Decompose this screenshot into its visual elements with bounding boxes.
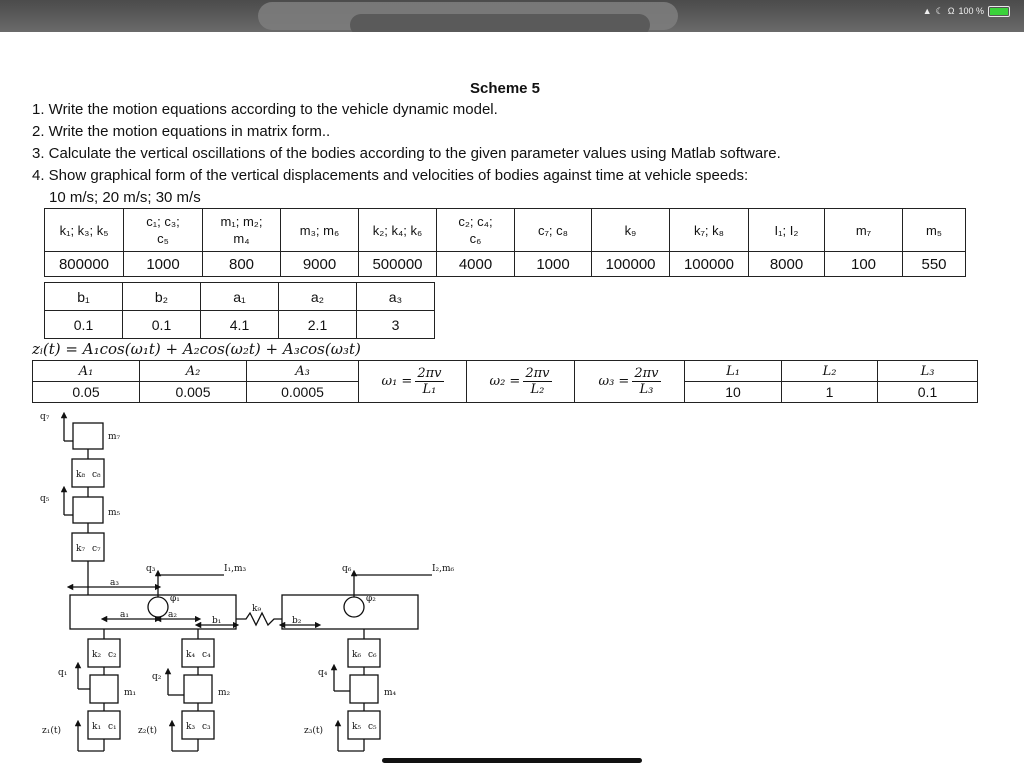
header-cell: A₃ <box>247 361 359 382</box>
header-cell: L₃ <box>878 361 978 382</box>
label-c2: c₂ <box>108 650 117 660</box>
label-c4: c₄ <box>202 650 211 660</box>
label-k3: k₃ <box>186 722 196 732</box>
value-cell: 0.1 <box>123 311 201 339</box>
vehicle-dynamic-model-diagram <box>28 405 468 757</box>
value-cell: 500000 <box>359 252 437 277</box>
mass-m5 <box>73 497 103 523</box>
status-bar <box>0 0 1024 32</box>
label-k1: k₁ <box>92 722 102 732</box>
label-k2: k₂ <box>92 650 102 660</box>
label-q6: q₆ <box>342 564 352 574</box>
header-cell: c₂; c₄; c₆ <box>437 209 515 252</box>
header-cell: c₇; c₈ <box>515 209 592 252</box>
label-m1: m₁ <box>124 688 137 698</box>
label-k5: k₅ <box>352 722 362 732</box>
value-cell: 1 <box>782 382 878 403</box>
body-2 <box>282 595 418 629</box>
label-k6: k₆ <box>352 650 362 660</box>
label-q3: q₃ <box>146 564 156 574</box>
road-table <box>32 360 978 403</box>
speeds-line: 10 m/s; 20 m/s; 30 m/s <box>49 189 201 206</box>
label-c8: c₈ <box>92 470 101 480</box>
value-cell: 2.1 <box>279 311 357 339</box>
geometry-value-row <box>45 311 435 339</box>
home-indicator[interactable] <box>382 758 642 763</box>
label-k8: k₈ <box>76 470 86 480</box>
label-k7: k₇ <box>76 544 86 554</box>
label-q5: q₅ <box>40 494 50 504</box>
header-cell: m₁; m₂; m₄ <box>203 209 281 252</box>
battery-icon <box>988 6 1010 17</box>
value-cell: 1000 <box>515 252 592 277</box>
header-cell: m₃; m₆ <box>281 209 359 252</box>
page-title: Scheme 5 <box>469 80 541 97</box>
label-I2m6: I₂,m₆ <box>432 564 455 574</box>
label-q1: q₁ <box>58 668 68 678</box>
task-item: 2. Write the motion equations in matrix form.. <box>32 123 331 140</box>
header-cell: L₁ <box>685 361 782 382</box>
label-c6: c₆ <box>368 650 377 660</box>
label-m5: m₅ <box>108 508 121 518</box>
headphones-icon: Ω <box>947 6 955 16</box>
label-c5: c₅ <box>368 722 377 732</box>
header-cell: m₅ <box>903 209 966 252</box>
value-cell: 4000 <box>437 252 515 277</box>
value-cell: 100000 <box>670 252 749 277</box>
label-q7: q₇ <box>40 412 50 422</box>
value-cell: 9000 <box>281 252 359 277</box>
header-cell: b₂ <box>123 283 201 311</box>
cg-body-2 <box>344 597 364 617</box>
value-cell: 3 <box>357 311 435 339</box>
road-header-row <box>33 361 978 382</box>
label-c1: c₁ <box>108 722 117 732</box>
value-cell: 100000 <box>592 252 670 277</box>
geometry-header-row <box>45 283 435 311</box>
label-q2: q₂ <box>152 672 162 682</box>
label-c3: c₃ <box>202 722 211 732</box>
label-b1: b₁ <box>212 616 222 626</box>
task-item: 3. Calculate the vertical oscillations of the bodies according to the given parameter values using Matlab software. <box>32 145 781 162</box>
header-cell: A₂ <box>140 361 247 382</box>
label-a1: a₁ <box>120 610 129 620</box>
label-k9: k₉ <box>252 604 262 614</box>
value-cell: 0.0005 <box>247 382 359 403</box>
label-m2: m₂ <box>218 688 231 698</box>
header-cell: I₁; I₂ <box>749 209 825 252</box>
header-cell: k₁; k₃; k₅ <box>45 209 124 252</box>
label-phi1: φ₁ <box>170 594 180 604</box>
header-cell: a₁ <box>201 283 279 311</box>
label-z1: z₁(t) <box>42 726 61 736</box>
value-cell: 100 <box>825 252 903 277</box>
mass-m4 <box>350 675 378 703</box>
wifi-icon: ▲ <box>922 6 932 16</box>
parameter-table <box>44 208 966 277</box>
task-item: 4. Show graphical form of the vertical displacements and velocities of bodies against time at vehicle speeds: <box>32 167 749 184</box>
status-icons <box>923 4 1010 18</box>
cg-body-1 <box>148 597 168 617</box>
label-k4: k₄ <box>186 650 196 660</box>
header-cell: A₁ <box>33 361 140 382</box>
label-phi2: φ₂ <box>366 594 376 604</box>
label-b2: b₂ <box>292 616 302 626</box>
header-cell: a₃ <box>357 283 435 311</box>
header-cell: b₁ <box>45 283 123 311</box>
header-cell: m₇ <box>825 209 903 252</box>
value-cell: 550 <box>903 252 966 277</box>
parameter-value-row <box>45 252 966 277</box>
omega-cell: ω₃ = $\frac{2\pi v}{\text{L₃}}$ <box>575 361 685 403</box>
label-I1m3: I₁,m₃ <box>224 564 247 574</box>
label-z2: z₂(t) <box>138 726 157 736</box>
mass-m1 <box>90 675 118 703</box>
moon-icon: ☾ <box>935 5 944 16</box>
header-cell: c₁; c₃; c₅ <box>124 209 203 252</box>
mass-m7 <box>73 423 103 449</box>
omega-cell: ω₂ = $\frac{2\pi v}{\text{L₂}}$ <box>467 361 575 403</box>
value-cell: 8000 <box>749 252 825 277</box>
battery-percent: 100 % <box>958 6 984 16</box>
omega-cell: ω₁ = $\frac{2\pi v}{\text{L₁}}$ <box>359 361 467 403</box>
value-cell: 800000 <box>45 252 124 277</box>
parameter-header-row <box>45 209 966 252</box>
label-c7: c₇ <box>92 544 101 554</box>
value-cell: 0.05 <box>33 382 140 403</box>
task-item: 1. Write the motion equations according to the vehicle dynamic model. <box>32 101 498 118</box>
header-cell: L₂ <box>782 361 878 382</box>
value-cell: 1000 <box>124 252 203 277</box>
value-cell: 10 <box>685 382 782 403</box>
header-cell: k₇; k₈ <box>670 209 749 252</box>
header-cell: a₂ <box>279 283 357 311</box>
label-m7: m₇ <box>108 432 121 442</box>
header-cell: k₂; k₄; k₆ <box>359 209 437 252</box>
label-z3: z₃(t) <box>304 726 323 736</box>
geometry-table <box>44 282 435 339</box>
value-cell: 800 <box>203 252 281 277</box>
road-profile-formula: zᵢ(t) = A₁cos(ω₁t) + A₂cos(ω₂t) + A₃cos(ω₃t) <box>32 340 361 358</box>
spring-k9 <box>236 613 282 625</box>
value-cell: 0.1 <box>878 382 978 403</box>
label-m4: m₄ <box>384 688 397 698</box>
task-list <box>32 99 781 209</box>
label-a2: a₂ <box>168 610 177 620</box>
label-a3: a₃ <box>110 578 119 588</box>
header-cell: k₉ <box>592 209 670 252</box>
value-cell: 4.1 <box>201 311 279 339</box>
mass-m2 <box>184 675 212 703</box>
value-cell: 0.1 <box>45 311 123 339</box>
value-cell: 0.005 <box>140 382 247 403</box>
label-q4: q₄ <box>318 668 328 678</box>
